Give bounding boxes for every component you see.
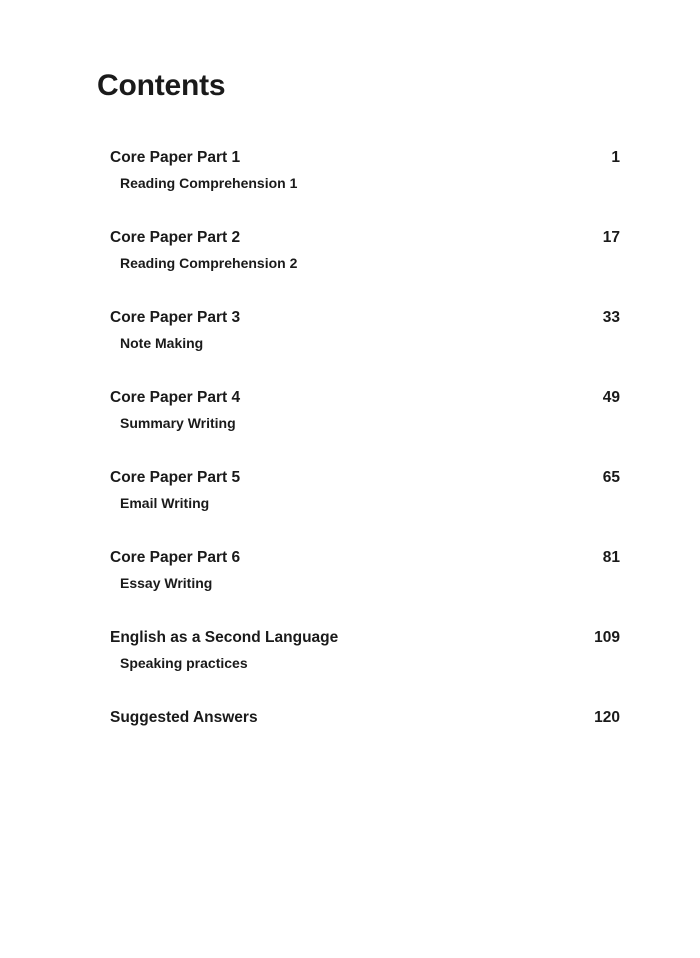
toc-entry-subtitle: Reading Comprehension 1 (120, 175, 298, 191)
toc-entry-core-paper-part-5 (110, 467, 620, 547)
toc-entry-page: 33 (602, 309, 620, 326)
toc-entry-label: Core Paper Part 5 (110, 469, 241, 486)
table-of-contents (110, 147, 620, 787)
toc-entry-english-second-language (110, 627, 620, 707)
toc-entry-subtitle: Email Writing (120, 495, 210, 511)
toc-entry-page: 49 (602, 389, 620, 406)
toc-entry-label: Core Paper Part 2 (110, 229, 241, 246)
toc-entry-label: Core Paper Part 3 (110, 309, 241, 326)
page-title: Contents (97, 69, 226, 102)
toc-entry-subtitle: Summary Writing (120, 415, 236, 431)
toc-entry-suggested-answers (110, 707, 620, 787)
toc-entry-page: 1 (611, 149, 620, 166)
toc-entry-label: Core Paper Part 6 (110, 549, 241, 566)
toc-entry-page: 65 (602, 469, 620, 486)
toc-entry-core-paper-part-3 (110, 307, 620, 387)
toc-entry-label: Suggested Answers (110, 709, 258, 726)
toc-entry-page: 120 (594, 709, 620, 726)
toc-entry-core-paper-part-2 (110, 227, 620, 307)
toc-entry-subtitle: Reading Comprehension 2 (120, 255, 298, 271)
toc-entry-page: 81 (602, 549, 620, 566)
toc-entry-core-paper-part-6 (110, 547, 620, 627)
toc-entry-label: Core Paper Part 1 (110, 149, 241, 166)
toc-entry-label: English as a Second Language (110, 629, 339, 646)
toc-entry-label: Core Paper Part 4 (110, 389, 241, 406)
toc-entry-subtitle: Essay Writing (120, 575, 213, 591)
toc-entry-subtitle: Note Making (120, 335, 204, 351)
toc-entry-core-paper-part-4 (110, 387, 620, 467)
toc-entry-page: 109 (594, 629, 620, 646)
toc-entry-core-paper-part-1 (110, 147, 620, 227)
toc-entry-page: 17 (602, 229, 620, 246)
toc-entry-subtitle: Speaking practices (120, 655, 248, 671)
